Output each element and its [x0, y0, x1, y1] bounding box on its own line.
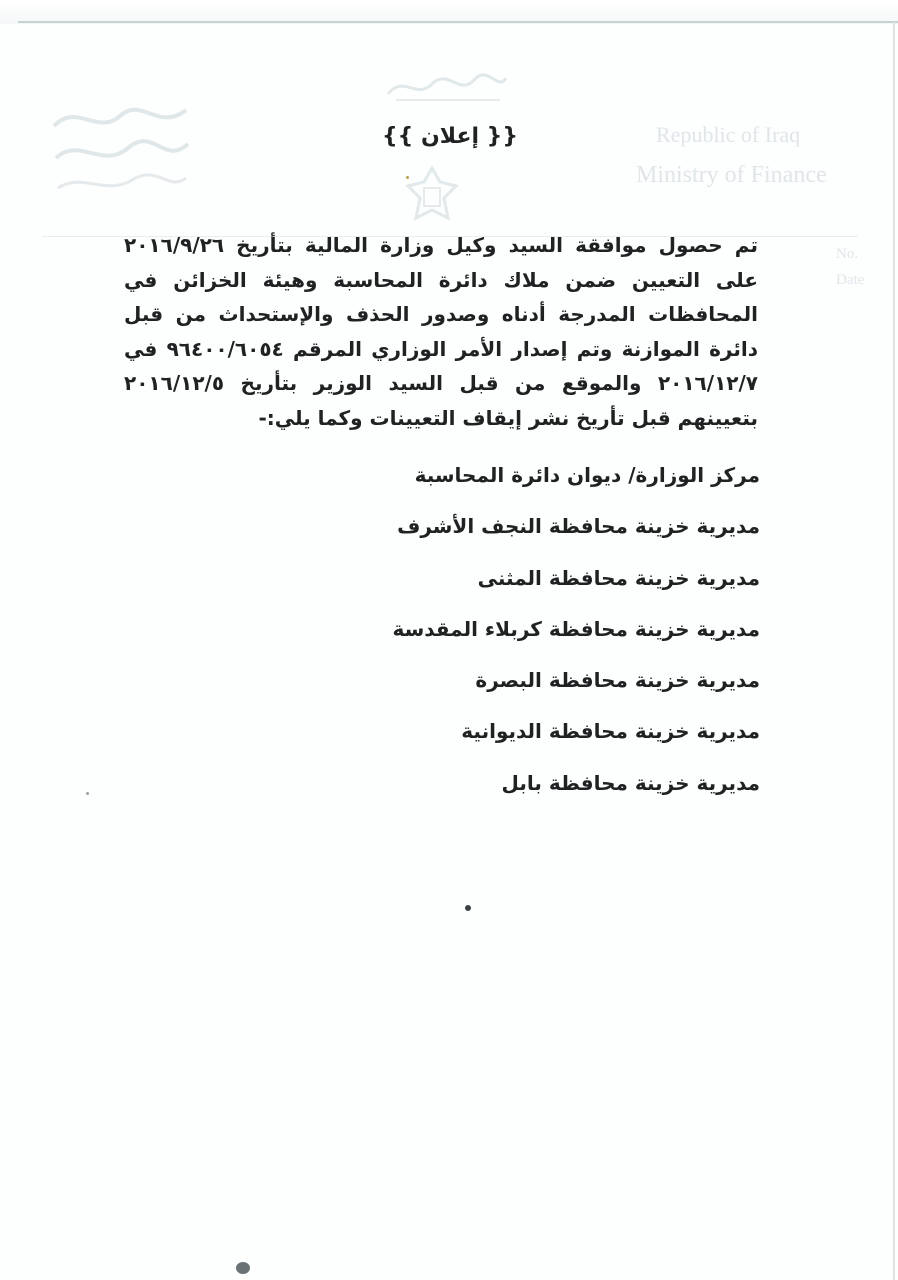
directorate-item: مركز الوزارة/ ديوان دائرة المحاسبة — [414, 463, 760, 487]
letterhead-republic-showthrough: Republic of Iraq — [656, 122, 801, 147]
letterhead-ministry-showthrough: Ministry of Finance — [636, 162, 827, 188]
directorate-item: مديرية خزينة محافظة البصرة — [475, 668, 760, 693]
letterhead-date-label-showthrough: Date — [836, 272, 865, 288]
directorate-item: مديرية خزينة محافظة المثنى — [477, 565, 760, 590]
ink-speck — [465, 905, 471, 911]
announcement-body: تم حصول موافقة السيد وكيل وزارة المالية بتأريخ ٢٠١٦/٩/٢٦ على التعيين ضمن ملاك دائرة المحاسبة وهيئة الخزائن في المحافظات المدرجة أدناه وصدور الحذف والإستحداث من قبل دائرة الموازنة وتم إصدار الأمر الوزاري المرقم ٩٦٤٠٠/٦٠٥٤ في ٢٠١٦/١٢/٧ والموقع من قبل السيد الوزير بتأريخ ٢٠١٦/١٢/٥ بتعيينهم قبل تأريخ نشر إيقاف التعيينات وكما يلي:- — [124, 233, 758, 430]
paper-right-edge — [893, 22, 895, 1280]
paper-fold-line — [18, 21, 898, 23]
directorate-item: مديرية خزينة محافظة الديوانية — [461, 719, 760, 744]
directorate-item: مديرية خزينة محافظة بابل — [501, 770, 760, 795]
ink-speck — [406, 176, 409, 179]
iraq-eagle-emblem-showthrough — [404, 164, 460, 224]
directorate-item: مديرية خزينة محافظة كربلاء المقدسة — [392, 616, 760, 641]
letterhead-no-label-showthrough: No. — [836, 246, 859, 262]
directorate-list — [200, 450, 760, 809]
ink-speck — [86, 792, 89, 795]
directorate-item: مديرية خزينة محافظة النجف الأشرف — [397, 514, 760, 539]
ink-speck — [236, 1262, 250, 1274]
basmala-calligraphy-showthrough — [382, 66, 512, 106]
announcement-title: {{ إعلان }} — [381, 124, 519, 149]
ministry-calligraphy-showthrough — [46, 96, 194, 200]
